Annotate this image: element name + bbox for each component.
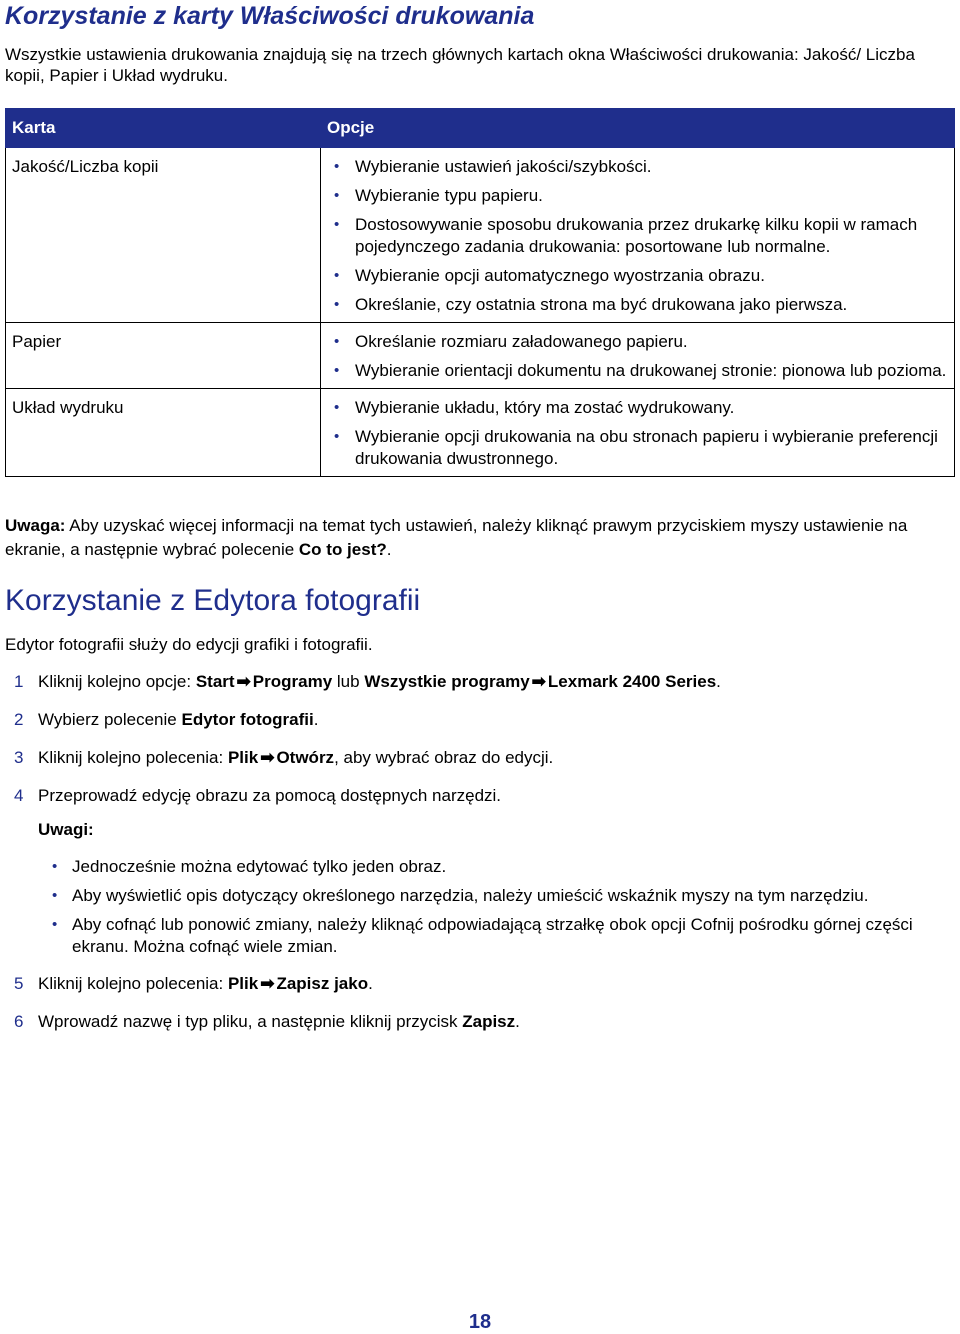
bullet-icon: • — [52, 858, 58, 875]
note-paragraph: Uwaga: Aby uzyskać więcej informacji na temat tych ustawień, należy kliknąć prawym przyciskiem myszy ustawienie na ekranie, a następnie wybrać polecenie Co to jest?. — [5, 516, 908, 559]
tab-options — [321, 323, 955, 389]
step-number: 4 — [14, 786, 24, 805]
step-number: 3 — [14, 748, 24, 767]
section-title-photo-editor: Korzystanie z Edytora fotografii — [5, 584, 421, 617]
bullet-icon: • — [334, 267, 340, 284]
step-text: Kliknij kolejno polecenia: Plik➡Otwórz, aby wybrać obraz do edycji. — [38, 748, 554, 767]
list-item: • Wybieranie ustawień jakości/szybkości. — [334, 157, 652, 176]
table-row — [6, 389, 955, 477]
bullet-icon: • — [334, 158, 340, 175]
list-item: • Wybieranie orientacji dokumentu na drukowanej stronie: pionowa lub pozioma. — [334, 361, 947, 380]
notes-label: Uwagi: — [38, 820, 94, 839]
notes-list — [38, 856, 958, 965]
list-item: • Wybieranie układu, który ma zostać wydrukowany. — [334, 398, 735, 417]
step-text: Wybierz polecenie Edytor fotografii. — [38, 710, 319, 729]
section-subtitle: Edytor fotografii służy do edycji grafiki i fotografii. — [5, 635, 373, 654]
intro-paragraph: Wszystkie ustawienia drukowania znajdują się na trzech głównych kartach okna Właściwości drukowania: Jakość/ Liczba kopii, Papier i Układ wydruku. — [5, 45, 915, 85]
bullet-icon: • — [52, 916, 58, 933]
tab-name-quality: Jakość/Liczba kopii — [6, 148, 321, 323]
step-text: Kliknij kolejno opcje: Start ➡ Programy lub Wszystkie programy ➡ Lexmark 2400 Series. — [38, 672, 721, 691]
header-opcje: Opcje — [321, 109, 955, 148]
step-number: 6 — [14, 1012, 24, 1031]
arrow-right-icon: ➡ — [260, 748, 275, 767]
step-number: 2 — [14, 710, 24, 729]
step-number: 1 — [14, 672, 24, 691]
tab-options — [321, 148, 955, 323]
list-item: • Wybieranie opcji automatycznego wyostrzania obrazu. — [334, 266, 765, 285]
note-bold-command: Co to jest? — [298, 540, 387, 559]
bullet-icon: • — [334, 428, 340, 445]
tab-name-paper: Papier — [6, 323, 321, 389]
bullet-icon: • — [334, 333, 340, 350]
step-number: 5 — [14, 974, 24, 993]
arrow-right-icon: ➡ — [260, 974, 275, 993]
step-text: Wprowadź nazwę i typ pliku, a następnie kliknij przycisk Zapisz. — [38, 1012, 520, 1031]
arrow-right-icon: ➡ — [531, 672, 546, 691]
page-number: 18 — [468, 1311, 492, 1333]
bullet-icon: • — [334, 296, 340, 313]
table-row — [6, 323, 955, 389]
tab-options — [321, 389, 955, 477]
table-header-row — [6, 109, 955, 148]
step-text: Kliknij kolejno polecenia: Plik➡Zapisz jako. — [38, 974, 373, 993]
bullet-icon: • — [334, 362, 340, 379]
list-item: • Wybieranie typu papieru. — [334, 186, 543, 205]
list-item: • Jednocześnie można edytować tylko jeden obraz. — [52, 857, 447, 876]
note-label: Uwaga: — [5, 516, 66, 535]
bullet-icon: • — [334, 399, 340, 416]
bullet-icon: • — [334, 216, 340, 233]
step-text: Przeprowadź edycję obrazu za pomocą dostępnych narzędzi. — [38, 786, 502, 805]
list-item: • Wybieranie opcji drukowania na obu stronach papieru i wybieranie preferencji drukowania dwustronnego. — [334, 427, 938, 468]
list-item: • Aby cofnąć lub ponowić zmiany, należy kliknąć odpowiadającą strzałkę obok opcji Cofnij pośrodku górnej części ekranu. Można cofnąć wiele zmian. — [52, 915, 913, 956]
tab-name-layout: Układ wydruku — [6, 389, 321, 477]
list-item: • Określanie, czy ostatnia strona ma być drukowana jako pierwsza. — [334, 295, 848, 314]
bullet-icon: • — [334, 187, 340, 204]
arrow-right-icon: ➡ — [236, 672, 251, 691]
table-row — [6, 148, 955, 323]
list-item: • Dostosowywanie sposobu drukowania przez drukarkę kilku kopii w ramach pojedynczego zadania drukowania: posortowane lub normalne. — [334, 215, 918, 256]
properties-table — [5, 108, 955, 477]
list-item: • Aby wyświetlić opis dotyczący określonego narzędzia, należy umieścić wskaźnik myszy na tym narzędziu. — [52, 886, 869, 905]
section-title-print-properties: Korzystanie z karty Właściwości drukowania — [5, 2, 535, 30]
list-item: • Określanie rozmiaru załadowanego papieru. — [334, 332, 688, 351]
bullet-icon: • — [52, 887, 58, 904]
header-karta: Karta — [6, 109, 321, 148]
